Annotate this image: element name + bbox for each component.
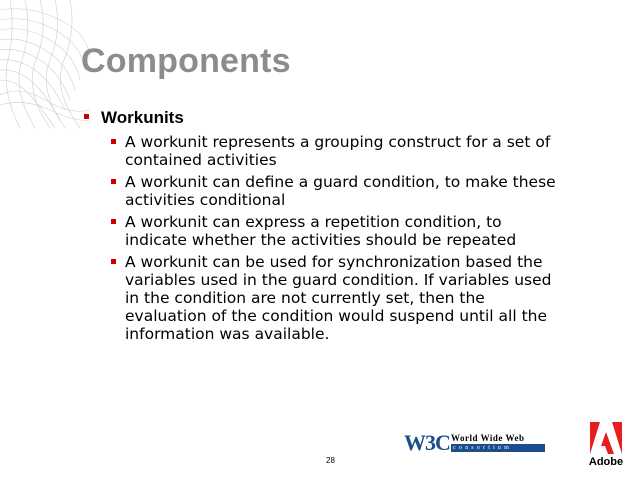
bullet-label: Workunits — [101, 108, 184, 127]
w3c-name: World Wide Web — [451, 433, 525, 443]
sub-bullet-text: A workunit can define a guard condition, to make these activities conditional — [125, 173, 556, 209]
sub-bullet-item — [108, 253, 624, 343]
slide-title: Components — [81, 42, 291, 80]
adobe-logo — [586, 420, 626, 472]
w3c-logo — [404, 430, 549, 456]
sub-bullet-item — [108, 133, 624, 169]
adobe-icon — [586, 420, 626, 456]
sub-bullet-item — [108, 173, 624, 209]
bullet-list — [84, 108, 624, 347]
wireframe-decoration-icon — [0, 0, 90, 130]
bullet-icon — [111, 259, 116, 264]
bullet-icon — [111, 219, 116, 224]
w3c-mark: W3C — [404, 430, 450, 455]
sub-bullet-item — [108, 213, 624, 249]
bullet-workunits — [84, 108, 624, 128]
bullet-icon — [84, 114, 89, 119]
sub-bullet-list — [84, 133, 624, 343]
page-number: 28 — [326, 456, 335, 465]
w3c-consortium: consortium — [451, 444, 545, 452]
bullet-icon — [111, 179, 116, 184]
sub-bullet-text: A workunit represents a grouping construct for a set of contained activities — [125, 133, 551, 169]
sub-bullet-text: A workunit can be used for synchronization based the variables used in the guard condition. If variables used in the condition are not currently set, then the evaluation of the condition would suspend until all the information was available. — [125, 253, 552, 343]
bullet-icon — [111, 139, 116, 144]
sub-bullet-text: A workunit can express a repetition condition, to indicate whether the activities should be repeated — [125, 213, 517, 249]
adobe-wordmark: Adobe — [588, 456, 624, 468]
